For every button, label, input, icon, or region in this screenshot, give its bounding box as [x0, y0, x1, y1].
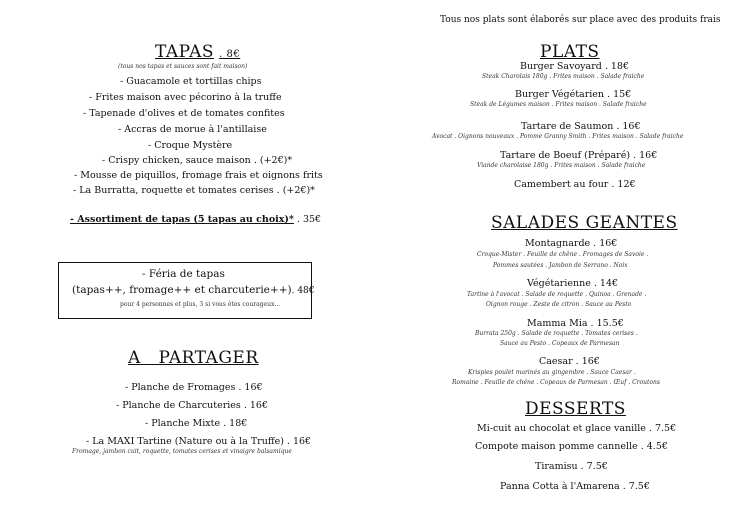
tapas-item: - Croque Mystère [148, 140, 233, 151]
plat-name: Camembert au four . 12€ [514, 179, 636, 190]
tapas-item: - Accras de morue à l'antillaise [118, 124, 267, 135]
partager-item: - La MAXI Tartine (Nature ou à la Truffe) . 16€ [86, 436, 312, 447]
salade-desc: Tartine à l'avocat . Salade de roquette . Quinoa . Grenade . [467, 291, 647, 298]
tapas-item: - La Burratta, roquette et tomates cerises . (+2€)* [73, 185, 315, 196]
tapas-item: - Tapenade d'olives et de tomates confites [83, 108, 285, 119]
partager-title: A PARTAGER [128, 348, 259, 368]
feria-subtitle [72, 284, 315, 296]
assortment-label: - Assortiment de tapas (5 tapas au choix)* [70, 214, 294, 225]
salade-name: Mamma Mia . 15.5€ [527, 318, 624, 329]
salade-name: Végétarienne . 14€ [527, 278, 619, 289]
salade-name: Caesar . 16€ [539, 356, 600, 367]
salade-desc: Sauce au Pesto . Copeaux de Parmesan [500, 340, 620, 347]
plat-name: Burger Végétarien . 15€ [515, 89, 632, 100]
tapas-price: . 8€ [219, 49, 241, 60]
feria-note: pour 4 personnes et plus, 3 si vous êtes courageux... [120, 301, 281, 308]
tapas-note: (tous nos tapas et sauces sont fait maison) [118, 63, 248, 70]
dessert-item: Panna Cotta à l'Amarena . 7.5€ [500, 481, 650, 492]
partager-item: - Planche de Charcuteries . 16€ [116, 400, 268, 411]
tapas-item: - Guacamole et tortillas chips [120, 76, 262, 87]
tapas-item: - Crispy chicken, sauce maison . (+2€)* [102, 155, 293, 166]
plat-desc: Viande charolaise 180g . Frites maison . Salade fraiche [477, 162, 646, 169]
dessert-item: Compote maison pomme cannelle . 4.5€ [475, 441, 668, 452]
plat-name: Tartare de Boeuf (Préparé) . 16€ [500, 150, 658, 161]
salade-desc: Pommes sautées . Jambon de Serrano . Noix [493, 262, 628, 269]
plat-desc: Steak de Légumes maison . Frites maison . Salade fraiche [470, 101, 647, 108]
plat-desc: Avocat . Oignons nouveaux . Pomme Granny Smith . Frites maison . Salade fraiche [432, 133, 684, 140]
tapas-assortment [70, 214, 321, 225]
salade-desc: Burrata 250g . Salade de roquette . Tomates cerises . [475, 330, 638, 337]
assortment-price: . 35€ [296, 214, 322, 225]
feria-desc: (tapas++, fromage++ et charcuterie++) [72, 284, 292, 296]
salade-name: Montagnarde . 16€ [525, 238, 618, 249]
feria-title: - Féria de tapas [142, 268, 225, 280]
dessert-item: Tiramisu . 7.5€ [535, 461, 608, 472]
partager-item: - Planche de Fromages . 16€ [125, 382, 263, 393]
desserts-title: DESSERTS [525, 399, 626, 419]
salade-desc: Croque-Mister . Feuille de chêne . Fromages de Savoie . [477, 251, 649, 258]
tartine-note: Fromage, jambon cuit, roquette, tomates cerises et vinaigre balsamique [72, 448, 292, 455]
tapas-heading [155, 42, 240, 62]
header-note: Tous nos plats sont élaborés sur place avec des produits frais [440, 15, 721, 25]
salades-title: SALADES GEANTES [491, 213, 678, 233]
salade-desc: Romaine . Feuille de chêne . Copeaux de Parmesan . Œuf . Croutons [452, 379, 660, 386]
tapas-item: - Frites maison avec pécorino à la truffe [89, 92, 282, 103]
dessert-item: Mi-cuit au chocolat et glace vanille . 7.5€ [477, 423, 677, 434]
partager-item: - Planche Mixte . 18€ [145, 418, 248, 429]
salade-desc: Oignon rouge . Zeste de citron . Sauce au Pesto [486, 301, 632, 308]
salade-desc: Krispies poulet marinés au gingembre . Sauce Caesar . [468, 369, 636, 376]
plat-name: Burger Savoyard . 18€ [520, 61, 630, 72]
tapas-title: TAPAS [155, 42, 214, 62]
plat-desc: Steak Charolais 180g . Frites maison . Salade fraiche [482, 73, 645, 80]
feria-price: . 48€ [291, 286, 315, 296]
plat-name: Tartare de Saumon . 16€ [521, 121, 641, 132]
plats-title: PLATS [540, 42, 600, 62]
tapas-item: - Mousse de piquillos, fromage frais et oignons frits [74, 170, 323, 181]
